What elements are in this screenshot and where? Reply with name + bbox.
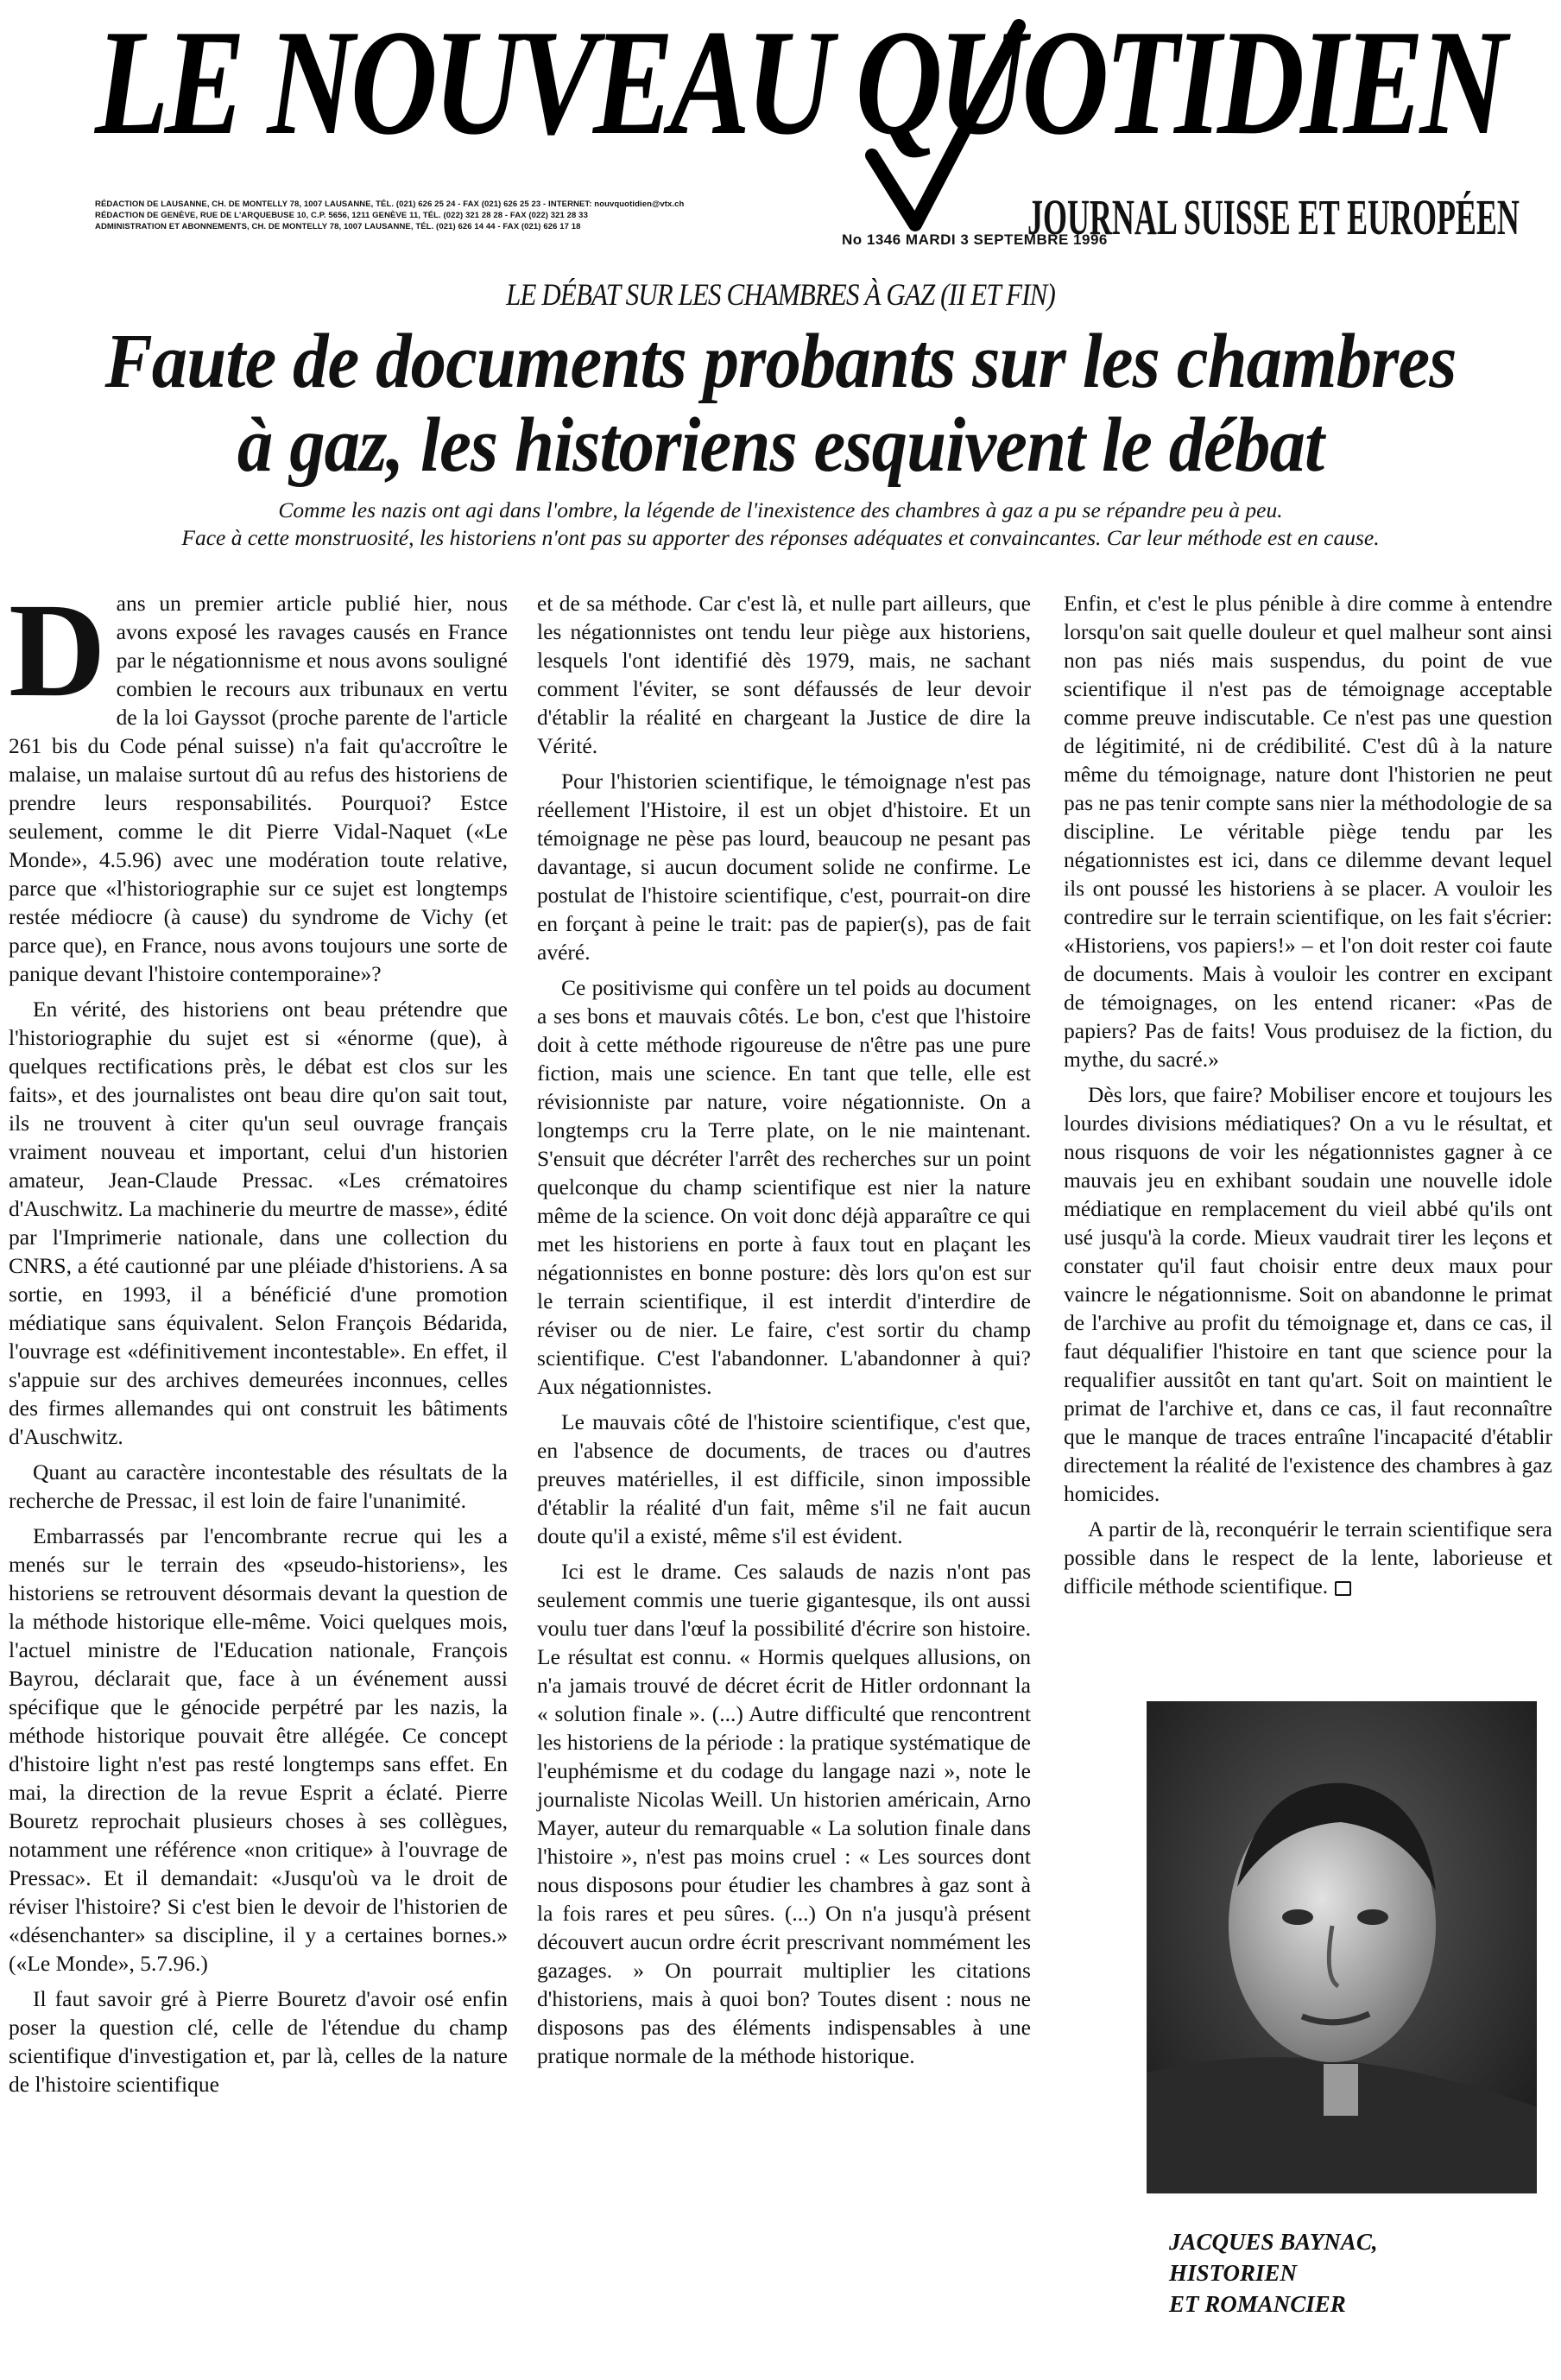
paragraph: et de sa méthode. Car c'est là, et nulle part ailleurs, que les négationnistes ont tendu leur piège aux historiens, lesquels l'ont identifié dès 1979, mais, ne sachant comment l'éviter, se sont défaussés de leur devoir d'établir la réalité en chargeant la Justice de dire la Vérité. — [537, 591, 1031, 758]
article-column-1 — [9, 575, 508, 2105]
paragraph: Dès lors, que faire? Mobiliser encore et toujours les lourdes divisions médiatiques? On a vu le résultat, et nous risquons de voir les négationnistes gagner à ce mauvais jeu en exhibant soudain une nouvelle idole médiatique en remplacement du vieil abbé qu'ils ont usé jusqu'à la corde. Mieux vaudrait tirer les leçons et constater qu'il faut choisir entre deux maux pour vaincre le négationnisme. Soit on abandonne le primat de l'archive au profit du témoignage et, dans ce cas, il faut déqualifier l'histoire en tant que science pour la requalifier aussitôt en tant qu'art. Soit on maintient le primat de l'archive et, dans ce cas, il faut reconnaître que le manque de traces entraîne l'incapacité d'établir directement la réalité de l'existence des chambres à gaz homicides. — [1064, 1082, 1552, 1506]
paragraph: Il faut savoir gré à Pierre Bouretz d'avoir osé enfin poser la question clé, celle de l'étendue du champ scientifique d'investigation et, par là, celles de la nature de l'histoire scientifique — [9, 1986, 508, 2097]
newspaper-title: LE NOUVEAU QUOTIDIEN — [95, 0, 1503, 166]
paragraph: Pour l'historien scientifique, le témoignage n'est pas réellement l'Histoire, il est un objet d'histoire. Et un témoignage ne pèse pas lourd, beaucoup ne pesant pas davantage, si aucun document solide ne confirme. Le postulat de l'histoire scientifique, c'est, pourrait-on dire en forçant à peine le trait: pas de papier(s), pas de fait avéré. — [537, 769, 1031, 965]
issue-number-date: No 1346 MARDI 3 SEPTEMBRE 1996 — [842, 231, 1108, 248]
paragraph: Quant au caractère incontestable des résultats de la recherche de Pressac, il est loin de faire l'unanimité. — [9, 1459, 508, 1513]
paragraph: Embarrassés par l'encombrante recrue qui les a menés sur le terrain des «pseudo-historiens», les historiens se retrouvent désormais devant la question de la méthode historique elle-même. Voici quelques mois, l'actuel ministre de l'Education nationale, François Bayrou, déclarait que, face à un événement aussi spécifique que le génocide perpétré par les nazis, la méthode historique pouvait être allégée. Ce concept d'histoire light n'est pas resté longtemps sans effet. En mai, la direction de la revue Esprit a éclaté. Pierre Bouretz reprochait plusieurs choses à ses collègues, notamment une référence «non critique» à l'ouvrage de Pressac». Et il demandait: «Jusqu'où va le droit de réviser l'histoire? Si c'est bien le devoir de l'historien de «désenchanter» sa discipline, il y a certaines bornes.» («Le Monde», 5.7.96.) — [9, 1523, 508, 1976]
paragraph: Dans un premier article publié hier, nous avons exposé les ravages causés en France par le négationnisme et nous avons souligné combien le recours aux tribunaux en vertu de la loi Gayssot (proche parente de l'article 261 bis du Code pénal suisse) n'a fait qu'accroître le malaise, un malaise surtout dû au refus des historiens de prendre leurs responsabilités. Pourquoi? Estce seulement, comme le dit Pierre Vidal-Naquet («Le Monde», 4.5.96) avec une modération toute relative, parce que «l'historiographie sur ce sujet est longtemps restée médiocre (à cause) du syndrome de Vichy (et parce que), en France, nous avons toujours une sorte de panique devant l'histoire contemporaine»? — [9, 575, 508, 986]
paragraph: Le mauvais côté de l'histoire scientifique, c'est que, en l'absence de documents, de traces ou d'autres preuves matérielles, il est difficile, sinon impossible d'établir la réalité d'un fait, même s'il ne fait aucun doute qu'il a existé, même s'il est évident. — [537, 1409, 1031, 1548]
lede-line: Comme les nazis ont agi dans l'ombre, la légende de l'inexistence des chambres à gaz a pu se répandre peu à peu. — [278, 497, 1283, 522]
caption-line: JACQUES BAYNAC, — [1169, 2229, 1378, 2255]
admin-line: RÉDACTION DE LAUSANNE, CH. DE MONTELLY 78, 1007 LAUSANNE, TÉL. (021) 626 25 24 - FAX (021) 626 25 23 - INTERNET: nouvquotidien@vtx.ch — [95, 199, 685, 209]
headline-line: Faute de documents probants sur les chambres — [104, 319, 1457, 404]
checkmark-logo-icon — [855, 9, 1027, 268]
paragraph: En vérité, des historiens ont beau prétendre que l'historiographie du sujet est si «énorme (que), à quelques rectifications près, le débat est clos sur les faits», et des journalistes ont beau dire qu'on sait tout, ils ne trouvent à citer qu'un seul ouvrage français vraiment nouveau et important, celui d'un historien amateur, Jean-Claude Pressac. «Les crématoires d'Auschwitz. La machinerie du meurtre de masse», édité par l'Imprimerie nationale, dans une collection du CNRS, a été cautionné par une pléiade d'historiens. A sa sortie, en 1993, il a bénéficié d'une promotion médiatique sans équivalent. Selon François Bédarida, l'ouvrage est «définitivement incontestable». En effet, il s'appuie sur des archives demeurées inconnues, celles des firmes allemandes qui ont construit les bâtiments d'Auschwitz. — [9, 997, 508, 1449]
author-photo — [1147, 1701, 1537, 2193]
caption-line: HISTORIEN — [1169, 2260, 1298, 2286]
photo-caption — [1169, 2226, 1378, 2320]
article-kicker: LE DÉBAT SUR LES CHAMBRES À GAZ (II ET FIN) — [506, 277, 1055, 312]
article-lede — [52, 497, 1509, 552]
newspaper-subtitle: JOURNAL SUISSE ET EUROPÉEN — [1027, 189, 1520, 245]
caption-line: ET ROMANCIER — [1169, 2291, 1346, 2317]
end-of-article-icon — [1335, 1581, 1351, 1596]
article-headline — [17, 320, 1544, 487]
paragraph: Ici est le drame. Ces salauds de nazis n'ont pas seulement commis une tuerie gigantesque, ils ont aussi voulu tuer dans l'œuf la possibilité d'écrire son histoire. Le résultat est connu. « Hormis quelques allusions, on n'a jamais trouvé de décret écrit de Hitler ordonnant la « solution finale ». (...) Autre difficulté que rencontrent les historiens de la période : la pratique systématique de l'euphémisme et du codage du langage nazi », note le journaliste Nicolas Weill. Un historien américain, Arno Mayer, auteur du remarquable « La solution finale dans l'histoire », n'est pas moins cruel : « Les sources dont nous disposons pour étudier les chambres à gaz sont à la fois rares et peu sûres. (...) On n'a jusqu'à présent découvert aucun ordre écrit prescrivant nommément les gazages. » On pourrait multiplier les citations d'historiens, mais à quoi bon? Toutes disent : nous ne disposons pas des éléments indispensables à une pratique normale de la méthode historique. — [537, 1559, 1031, 2068]
article-column-3 — [1064, 589, 1552, 1607]
admin-line: ADMINISTRATION ET ABONNEMENTS, CH. DE MONTELLY 78, 1007 LAUSANNE, TÉL. (021) 626 14 44 - FAX (021) 626 17 18 — [95, 222, 581, 231]
headline-line: à gaz, les historiens esquivent le débat — [237, 402, 1324, 488]
admin-line: RÉDACTION DE GENÈVE, RUE DE L'ARQUEBUSE 10, C.P. 5656, 1211 GENÈVE 11, TÉL. (022) 321 28 28 - FAX (022) 321 28 33 — [95, 211, 588, 220]
paragraph: Enfin, et c'est le plus pénible à dire comme à entendre lorsqu'on sait quelle douleur et quel malheur sont ainsi non pas niés mais suspendus, du point de vue scientifique il n'est pas de témoignage acceptable comme preuve indiscutable. Ce n'est pas une question de légitimité, ni de crédibilité. C'est dû à la nature même du témoignage, nature dont l'historien ne peut pas ne pas tenir compte sans nier la méthodologie de sa discipline. Le véritable piège tendu par les négationnistes est ici, dans ce dilemme devant lequel ils ont poussé les historiens à se placer. A vouloir les contredire sur le terrain scientifique, on les fait s'écrier: «Historiens, vos papiers!» – et l'on doit rester coi faute de documents. Mais à vouloir les contrer en excipant de témoignages, on les entend ricaner: «Pas de papiers? Pas de faits! Vous produisez de la fiction, du mythe, du sacré.» — [1064, 591, 1552, 1072]
lede-line: Face à cette monstruosité, les historiens n'ont pas su apporter des réponses adéquates et convaincantes. Car leur méthode est en cause. — [181, 525, 1380, 550]
drop-cap: D — [9, 575, 106, 725]
administration-info — [95, 199, 837, 232]
paragraph: Ce positivisme qui confère un tel poids au document a ses bons et mauvais côtés. Le bon, c'est que l'histoire doit à cette méthode rigoureuse de n'être pas une pure fiction, mais une science. En tant que telle, elle est révisionniste par nature, voire négationniste. On a longtemps cru la Terre plate, on le nie maintenant. S'ensuit que décréter l'arrêt des recherches sur un point quelconque du champ scientifique est nier la nature même de la science. On voit donc déjà apparaître ce qui met les historiens en porte à faux tout en plaçant les négationnistes en bonne posture: dès lors qu'on est sur le terrain scientifique, il est interdit d'interdire de réviser ou de nier. Le faire, c'est sortir du champ scientifique. C'est l'abandonner. L'abandonner à qui? Aux négationnistes. — [537, 975, 1031, 1399]
article-column-2 — [537, 589, 1031, 2077]
paragraph: A partir de là, reconquérir le terrain scientifique sera possible dans le respect de la lente, laborieuse et difficile méthode scientifique. — [1064, 1516, 1552, 1598]
masthead — [95, 0, 1520, 259]
